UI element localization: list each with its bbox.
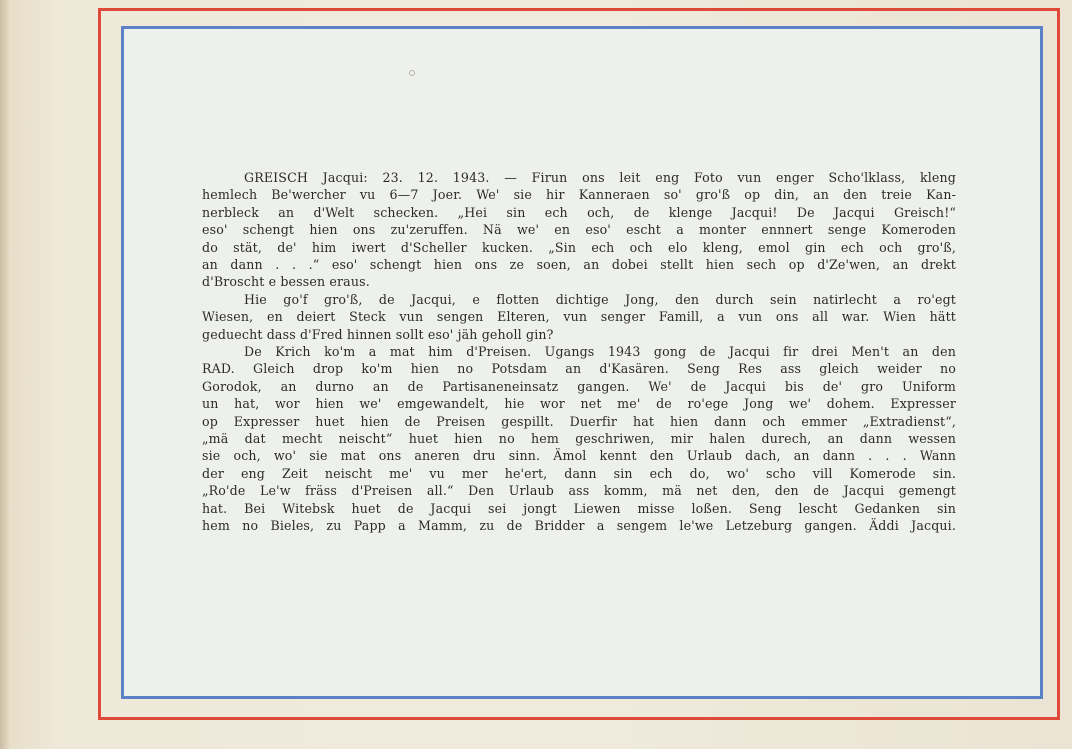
text-line: Wiesen, en deiert Steck vun sengen Elteren, vun senger Famill, a vun ons all war. Wien hätt: [202, 309, 956, 325]
text-line: Hie go'f gro'ß, de Jacqui, e flotten dichtige Jong, den durch sein natirlecht a ro'egt: [244, 291, 956, 307]
paper-mark: [409, 70, 415, 76]
text-line: hemlech Be'wercher vu 6—7 Joer. We' sie hir Kanneraen so' gro'ß op din, an den treie Kan-: [202, 187, 956, 203]
text-line: do stät, de' him iwert d'Scheller kucken. „Sin ech och elo kleng, emol gin ech och gro'ß,: [202, 239, 956, 255]
text-line: „Ro'de Le'w fräss d'Preisen all.“ Den Urlaub ass komm, mä net den, den de Jacqui gemengt: [202, 483, 956, 499]
text-line: op Expresser huet hien de Preisen gespillt. Duerfir hat hien dann och emmer „Extradienst“,: [202, 413, 956, 429]
text-line: der eng Zeit neischt me' vu mer he'ert, dann sin ech do, wo' scho vill Komerode sin.: [202, 465, 956, 481]
text-line: geduecht dass d'Fred hinnen sollt eso' jäh geholl gin?: [202, 326, 554, 342]
text-line: „mä dat mecht neischt“ huet hien no hem geschriwen, mir halen durech, an dann wessen: [202, 431, 956, 446]
text-line: RAD. Gleich drop ko'm hien no Potsdam an d'Kasären. Seng Res ass gleich weider no: [202, 361, 956, 377]
text-line: hem no Bieles, zu Papp a Mamm, zu de Bridder a sengem le'we Letzeburg gangen. Äddi Jacqui.: [202, 518, 956, 533]
text-line: GREISCH Jacqui: 23. 12. 1943. — Firun ons leit eng Foto vun enger Scho'lklass, kleng: [244, 170, 956, 185]
text-line: De Krich ko'm a mat him d'Preisen. Ugangs 1943 gong de Jacqui fir drei Men't an den: [244, 344, 956, 359]
binding-shadow: [0, 0, 10, 749]
text-line: sie och, wo' sie mat ons aneren dru sinn. Ämol kennt den Urlaub dach, an dann . . . Wann: [202, 448, 956, 464]
text-line: an dann . . .“ eso' schengt hien ons ze soen, an dobei stellt hien sech op d'Ze'wen, an drekt: [202, 257, 956, 272]
text-line: un hat, wor hien we' emgewandelt, hie wor net me' de ro'ege Jong we' dohem. Expresser: [202, 396, 956, 412]
text-line: Gorodok, an durno an de Partisaneneinsatz gangen. We' de Jacqui bis de' gro Uniform: [202, 378, 956, 394]
text-line: eso' schengt hien ons zu'zeruffen. Nä we' en eso' escht a monter ennnert senge Komeroden: [202, 222, 956, 238]
text-line: nerbleck an d'Welt schecken. „Hei sin ech och, de klenge Jacqui! De Jacqui Greisch!“: [202, 204, 956, 220]
text-line: d'Broscht e bessen eraus.: [202, 274, 370, 290]
text-line: hat. Bei Witebsk huet de Jacqui sei jongt Liewen misse loßen. Seng lescht Gedanken sin: [202, 500, 956, 516]
